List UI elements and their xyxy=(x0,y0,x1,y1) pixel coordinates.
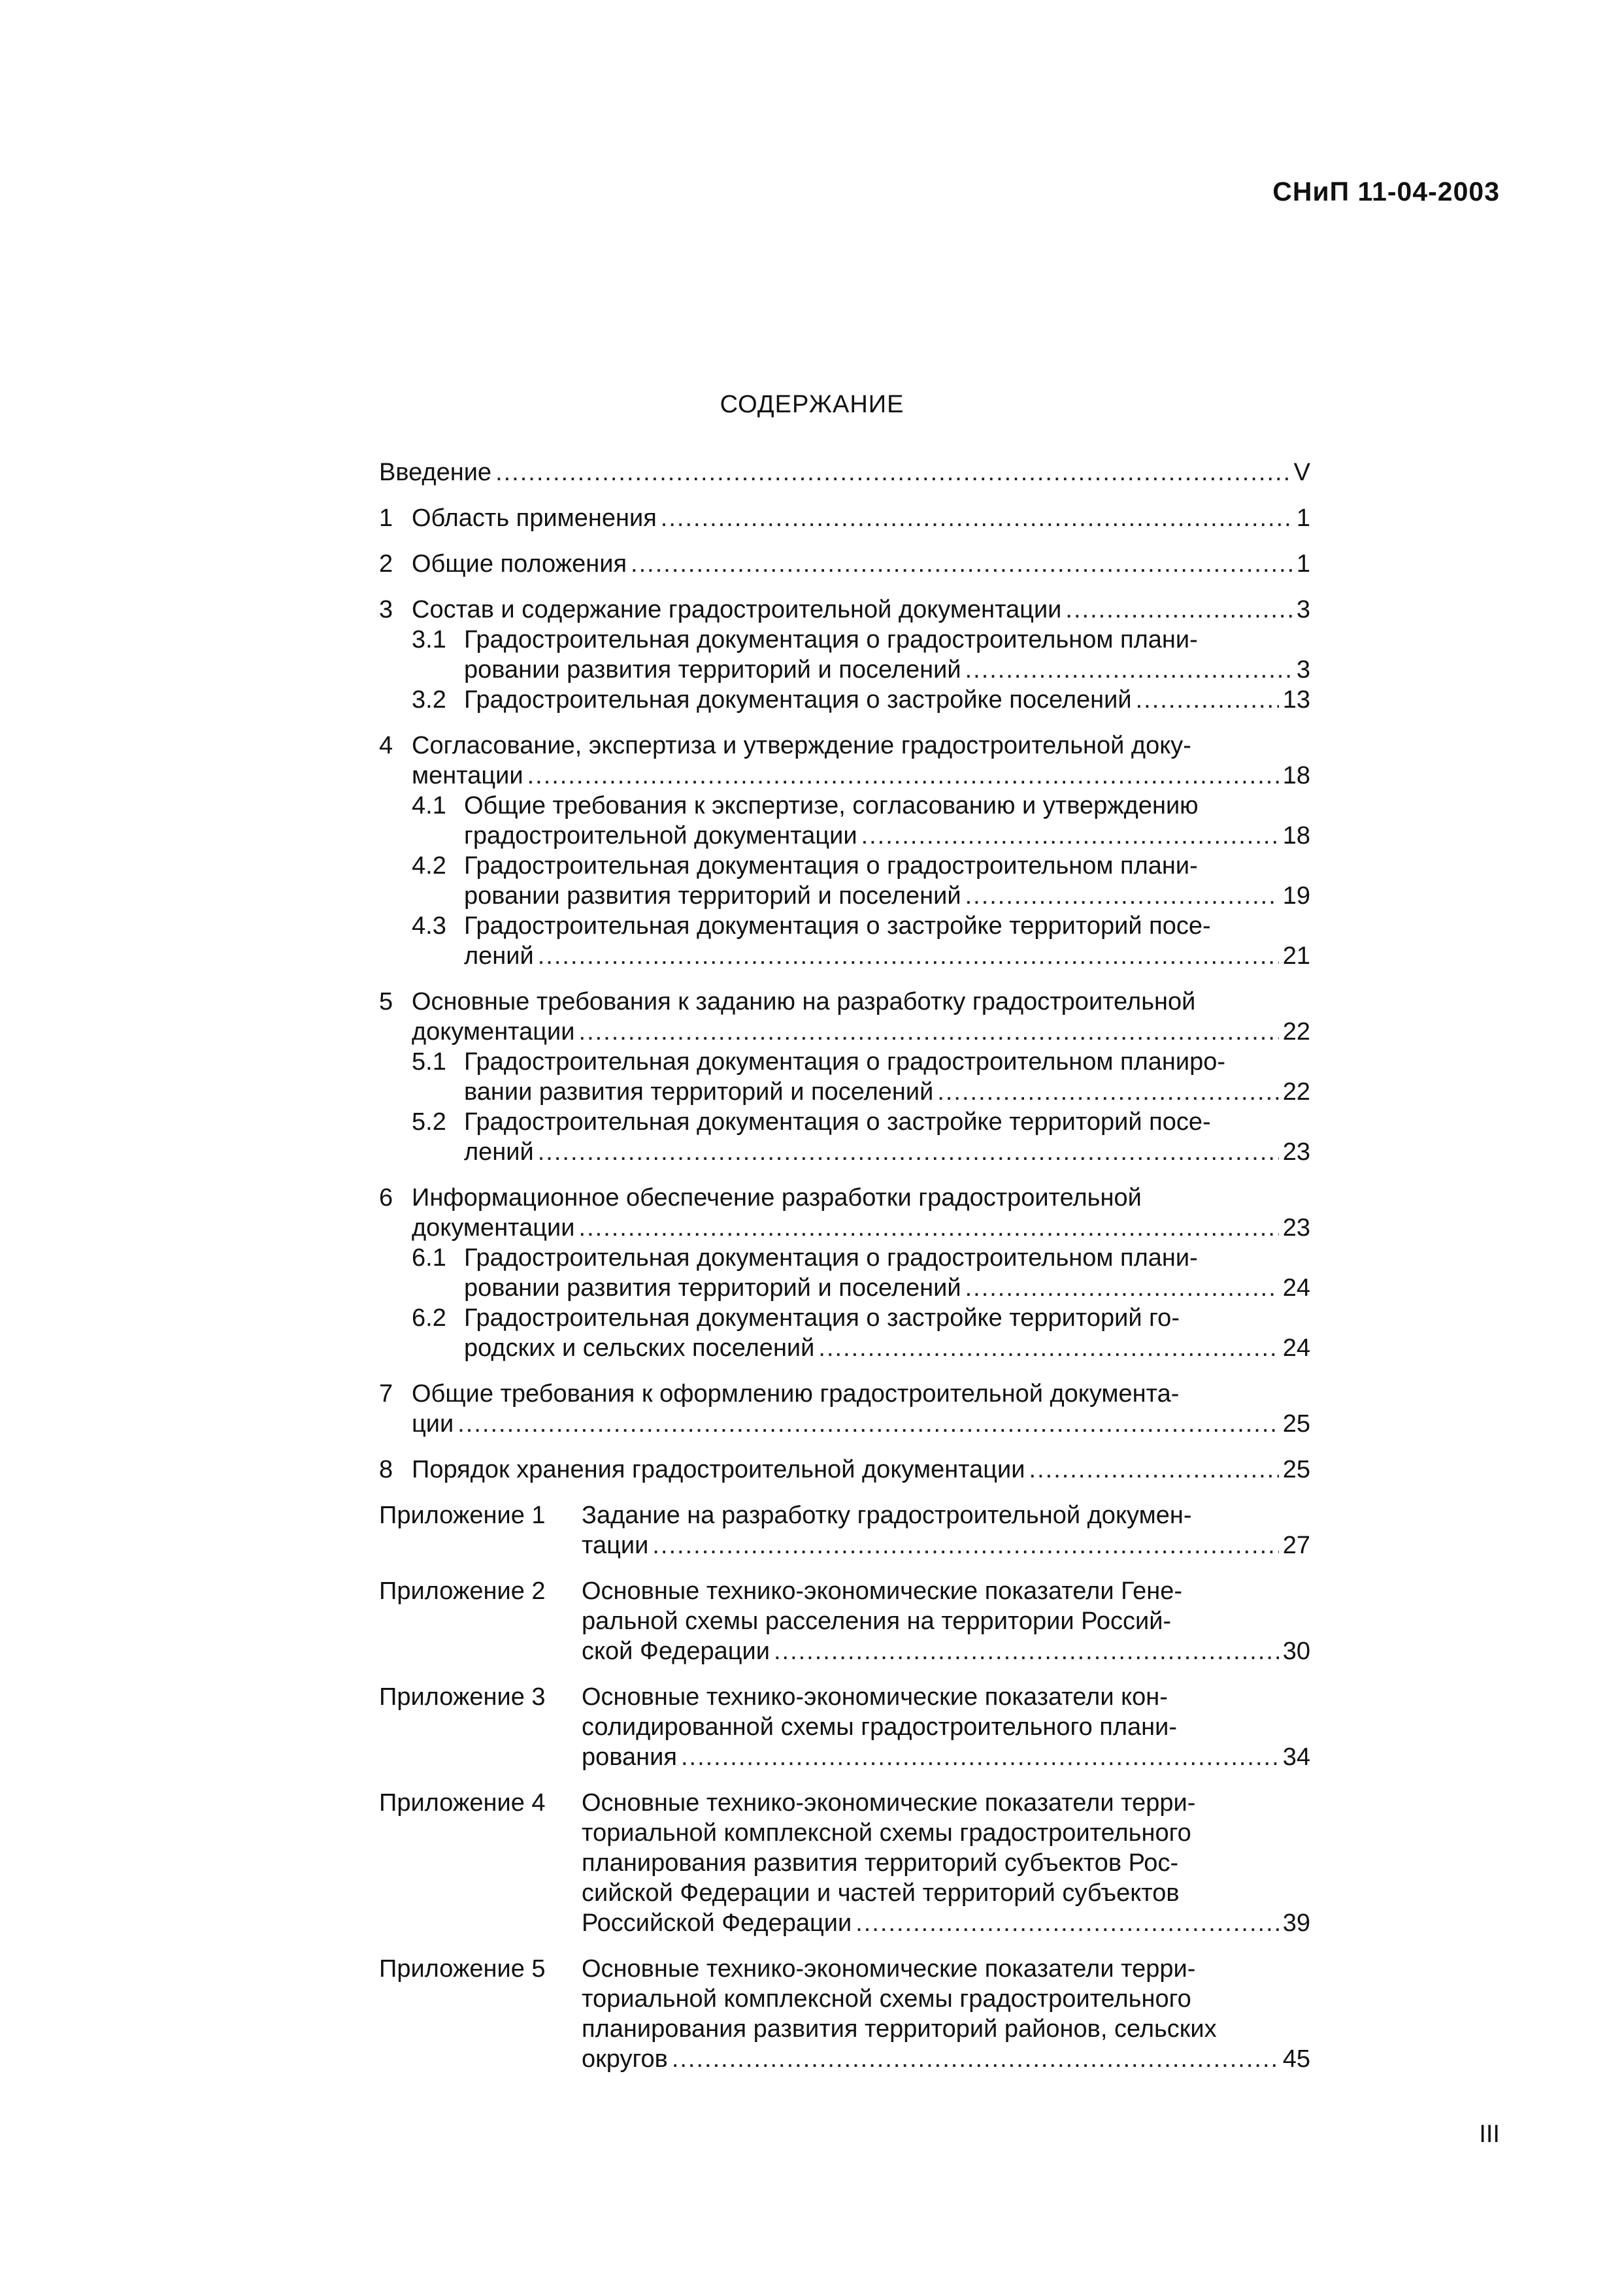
dot-leader xyxy=(652,1530,1278,1560)
toc-entry-line: Введение xyxy=(379,459,492,486)
toc-entry-line: лений xyxy=(464,1138,534,1166)
dot-leader xyxy=(861,821,1279,851)
toc-entry-line: Согласование, экспертиза и утверждение градостроительной доку- xyxy=(412,732,1191,759)
toc-entry-line: Информационное обеспечение разработки градостроительной xyxy=(412,1184,1142,1212)
toc-entry-number: Приложение 5 xyxy=(379,1955,546,1983)
toc-entry xyxy=(379,625,1310,685)
toc-entry-line: Общие требования к экспертизе, согласованию и утверждению xyxy=(464,792,1199,819)
toc-entry-line: ральной схемы расселения на территории Россий- xyxy=(582,1608,1172,1635)
dot-leader xyxy=(631,549,1293,579)
dot-leader xyxy=(1029,1455,1279,1485)
toc-entry xyxy=(379,1183,1310,1243)
toc-entry xyxy=(379,503,1310,533)
toc-title: СОДЕРЖАНИЕ xyxy=(720,391,904,418)
toc-entry-line: Градостроительная документация о градостроительном планиро- xyxy=(464,1048,1226,1076)
toc-entry-number: Приложение 4 xyxy=(379,1789,546,1817)
toc-entry-number: 3 xyxy=(379,596,393,623)
dot-leader xyxy=(855,1908,1279,1938)
table-of-contents xyxy=(379,457,1310,2074)
toc-entry-number: 2 xyxy=(379,550,393,578)
toc-entry xyxy=(379,1788,1310,1938)
toc-entry-number: 5.2 xyxy=(412,1108,446,1136)
toc-entry-line: Общие требования к оформлению градостроительной документа- xyxy=(412,1380,1180,1408)
dot-leader xyxy=(527,761,1279,791)
toc-entry-page: 1 xyxy=(1296,550,1310,578)
toc-entry-line: Задание на разработку градостроительной докумен- xyxy=(582,1502,1192,1529)
toc-entry-page: 24 xyxy=(1282,1334,1310,1362)
dot-leader xyxy=(1136,685,1279,715)
toc-entry-page: 30 xyxy=(1282,1638,1310,1665)
toc-entry-line: вании развития территорий и поселений xyxy=(464,1078,934,1106)
toc-entry-line: лений xyxy=(464,942,534,970)
toc-entry-line: Основные технико-экономические показатели кон- xyxy=(582,1683,1168,1711)
page-number: III xyxy=(1479,2120,1500,2148)
toc-entry-page: 23 xyxy=(1282,1214,1310,1242)
dot-leader xyxy=(965,655,1293,685)
toc-entry-line: ровании развития территорий и поселений xyxy=(464,656,961,684)
toc-entry xyxy=(379,549,1310,579)
toc-entry-page: 3 xyxy=(1296,596,1310,623)
toc-entry xyxy=(379,1682,1310,1772)
toc-entry xyxy=(379,1303,1310,1363)
toc-entry xyxy=(379,851,1310,911)
dot-leader xyxy=(681,1742,1279,1772)
toc-entry-number: 7 xyxy=(379,1380,393,1408)
toc-entry-number: 4.3 xyxy=(412,912,446,940)
toc-entry xyxy=(379,1500,1310,1560)
toc-entry-page: 25 xyxy=(1282,1410,1310,1438)
toc-entry-number: 4.1 xyxy=(412,792,446,819)
dot-leader xyxy=(1065,595,1292,625)
toc-entry-page: 21 xyxy=(1282,942,1310,970)
toc-entry-number: 1 xyxy=(379,504,393,532)
dot-leader xyxy=(661,503,1293,533)
toc-entry xyxy=(379,911,1310,971)
toc-entry xyxy=(379,1107,1310,1167)
toc-entry-line: родских и сельских поселений xyxy=(464,1334,815,1362)
toc-entry-number: Приложение 2 xyxy=(379,1577,546,1605)
toc-entry-page: 18 xyxy=(1282,762,1310,789)
toc-entry-page: 3 xyxy=(1296,656,1310,684)
toc-entry-number: 8 xyxy=(379,1456,393,1483)
toc-entry-line: ровании развития территорий и поселений xyxy=(464,882,961,910)
dot-leader xyxy=(672,2044,1279,2074)
toc-entry-page: 19 xyxy=(1282,882,1310,910)
toc-entry-line: Градостроительная документация о застройке территорий посе- xyxy=(464,1108,1211,1136)
toc-entry-page: 39 xyxy=(1282,1909,1310,1937)
toc-entry-number: 3.2 xyxy=(412,686,446,714)
toc-entry-line: ториальной комплексной схемы градостроительного xyxy=(582,1819,1191,1847)
toc-entry xyxy=(379,1455,1310,1485)
toc-entry-line: Общие положения xyxy=(412,550,627,578)
toc-entry-page: 25 xyxy=(1282,1456,1310,1483)
toc-entry xyxy=(379,685,1310,715)
toc-entry-number: Приложение 3 xyxy=(379,1683,546,1711)
toc-entry xyxy=(379,1243,1310,1303)
toc-entry-page: 45 xyxy=(1282,2045,1310,2073)
toc-entry xyxy=(379,791,1310,851)
toc-entry-line: сийской Федерации и частей территорий субъектов xyxy=(582,1879,1180,1907)
toc-entry xyxy=(379,1954,1310,2074)
dot-leader xyxy=(457,1409,1279,1439)
toc-entry-line: Основные технико-экономические показатели терри- xyxy=(582,1955,1196,1983)
dot-leader xyxy=(538,941,1279,971)
toc-entry-line: ментации xyxy=(412,762,523,789)
toc-entry xyxy=(379,731,1310,791)
toc-entry xyxy=(379,987,1310,1047)
toc-entry-line: ториальной комплексной схемы градостроительного xyxy=(582,1985,1191,2013)
toc-entry-line: Область применения xyxy=(412,504,657,532)
toc-entry-line: ровании развития территорий и поселений xyxy=(464,1274,961,1302)
toc-entry-line: солидированной схемы градостроительного плани- xyxy=(582,1713,1178,1741)
dot-leader xyxy=(965,881,1279,911)
toc-entry-line: градостроительной документации xyxy=(464,822,857,850)
toc-entry-page: 1 xyxy=(1296,504,1310,532)
toc-entry-line: Порядок хранения градостроительной документации xyxy=(412,1456,1025,1483)
toc-entry-number: Приложение 1 xyxy=(379,1502,546,1529)
toc-entry-page: V xyxy=(1293,459,1310,486)
toc-entry-line: рования xyxy=(582,1743,677,1771)
toc-entry-line: Градостроительная документация о застройке территорий го- xyxy=(464,1304,1180,1332)
toc-entry-line: Градостроительная документация о застройке поселений xyxy=(464,686,1132,714)
toc-entry-number: 5.1 xyxy=(412,1048,446,1076)
toc-entry-page: 22 xyxy=(1282,1018,1310,1046)
toc-entry xyxy=(379,1379,1310,1439)
toc-entry-line: Градостроительная документация о градостроительном плани- xyxy=(464,852,1198,880)
toc-entry-number: 6 xyxy=(379,1184,393,1212)
toc-entry-number: 4.2 xyxy=(412,852,446,880)
dot-leader xyxy=(774,1636,1279,1666)
toc-entry-line: Состав и содержание градостроительной документации xyxy=(412,596,1062,623)
toc-entry-line: Градостроительная документация о застройке территорий посе- xyxy=(464,912,1211,940)
toc-entry-page: 34 xyxy=(1282,1743,1310,1771)
toc-entry-line: Основные требования к заданию на разработку градостроительной xyxy=(412,988,1196,1015)
dot-leader xyxy=(579,1017,1279,1047)
toc-entry-line: Основные технико-экономические показатели Гене- xyxy=(582,1577,1183,1605)
toc-entry-page: 13 xyxy=(1282,686,1310,714)
toc-entry-number: 6.2 xyxy=(412,1304,446,1332)
toc-entry xyxy=(379,1047,1310,1107)
dot-leader xyxy=(818,1333,1278,1363)
toc-entry-line: документации xyxy=(412,1214,575,1242)
toc-entry-page: 24 xyxy=(1282,1274,1310,1302)
toc-entry-page: 27 xyxy=(1282,1532,1310,1559)
dot-leader xyxy=(495,457,1290,487)
toc-entry xyxy=(379,457,1310,487)
toc-entry-number: 3.1 xyxy=(412,626,446,653)
toc-entry-number: 4 xyxy=(379,732,393,759)
toc-entry-line: Градостроительная документация о градостроительном плани- xyxy=(464,1244,1198,1272)
dot-leader xyxy=(937,1077,1278,1107)
toc-entry-page: 23 xyxy=(1282,1138,1310,1166)
toc-entry-line: Российской Федерации xyxy=(582,1909,852,1937)
toc-entry-line: округов xyxy=(582,2045,668,2073)
toc-entry-line: Градостроительная документация о градостроительном плани- xyxy=(464,626,1198,653)
toc-entry-line: ции xyxy=(412,1410,454,1438)
toc-entry-number: 5 xyxy=(379,988,393,1015)
toc-entry-page: 18 xyxy=(1282,822,1310,850)
toc-entry-line: планирования развития территорий субъектов Рос- xyxy=(582,1849,1179,1877)
dot-leader xyxy=(538,1137,1279,1167)
document-code: СНиП 11-04-2003 xyxy=(1272,176,1500,206)
toc-entry-line: Основные технико-экономические показатели терри- xyxy=(582,1789,1196,1817)
toc-entry-line: документации xyxy=(412,1018,575,1046)
toc-entry-line: ской Федерации xyxy=(582,1638,770,1665)
toc-entry-page: 22 xyxy=(1282,1078,1310,1106)
toc-entry-number: 6.1 xyxy=(412,1244,446,1272)
toc-entry xyxy=(379,595,1310,625)
toc-entry-line: тации xyxy=(582,1532,649,1559)
dot-leader xyxy=(965,1273,1279,1303)
dot-leader xyxy=(579,1213,1279,1243)
toc-entry-line: планирования развития территорий районов, сельских xyxy=(582,2015,1217,2043)
toc-entry xyxy=(379,1576,1310,1666)
